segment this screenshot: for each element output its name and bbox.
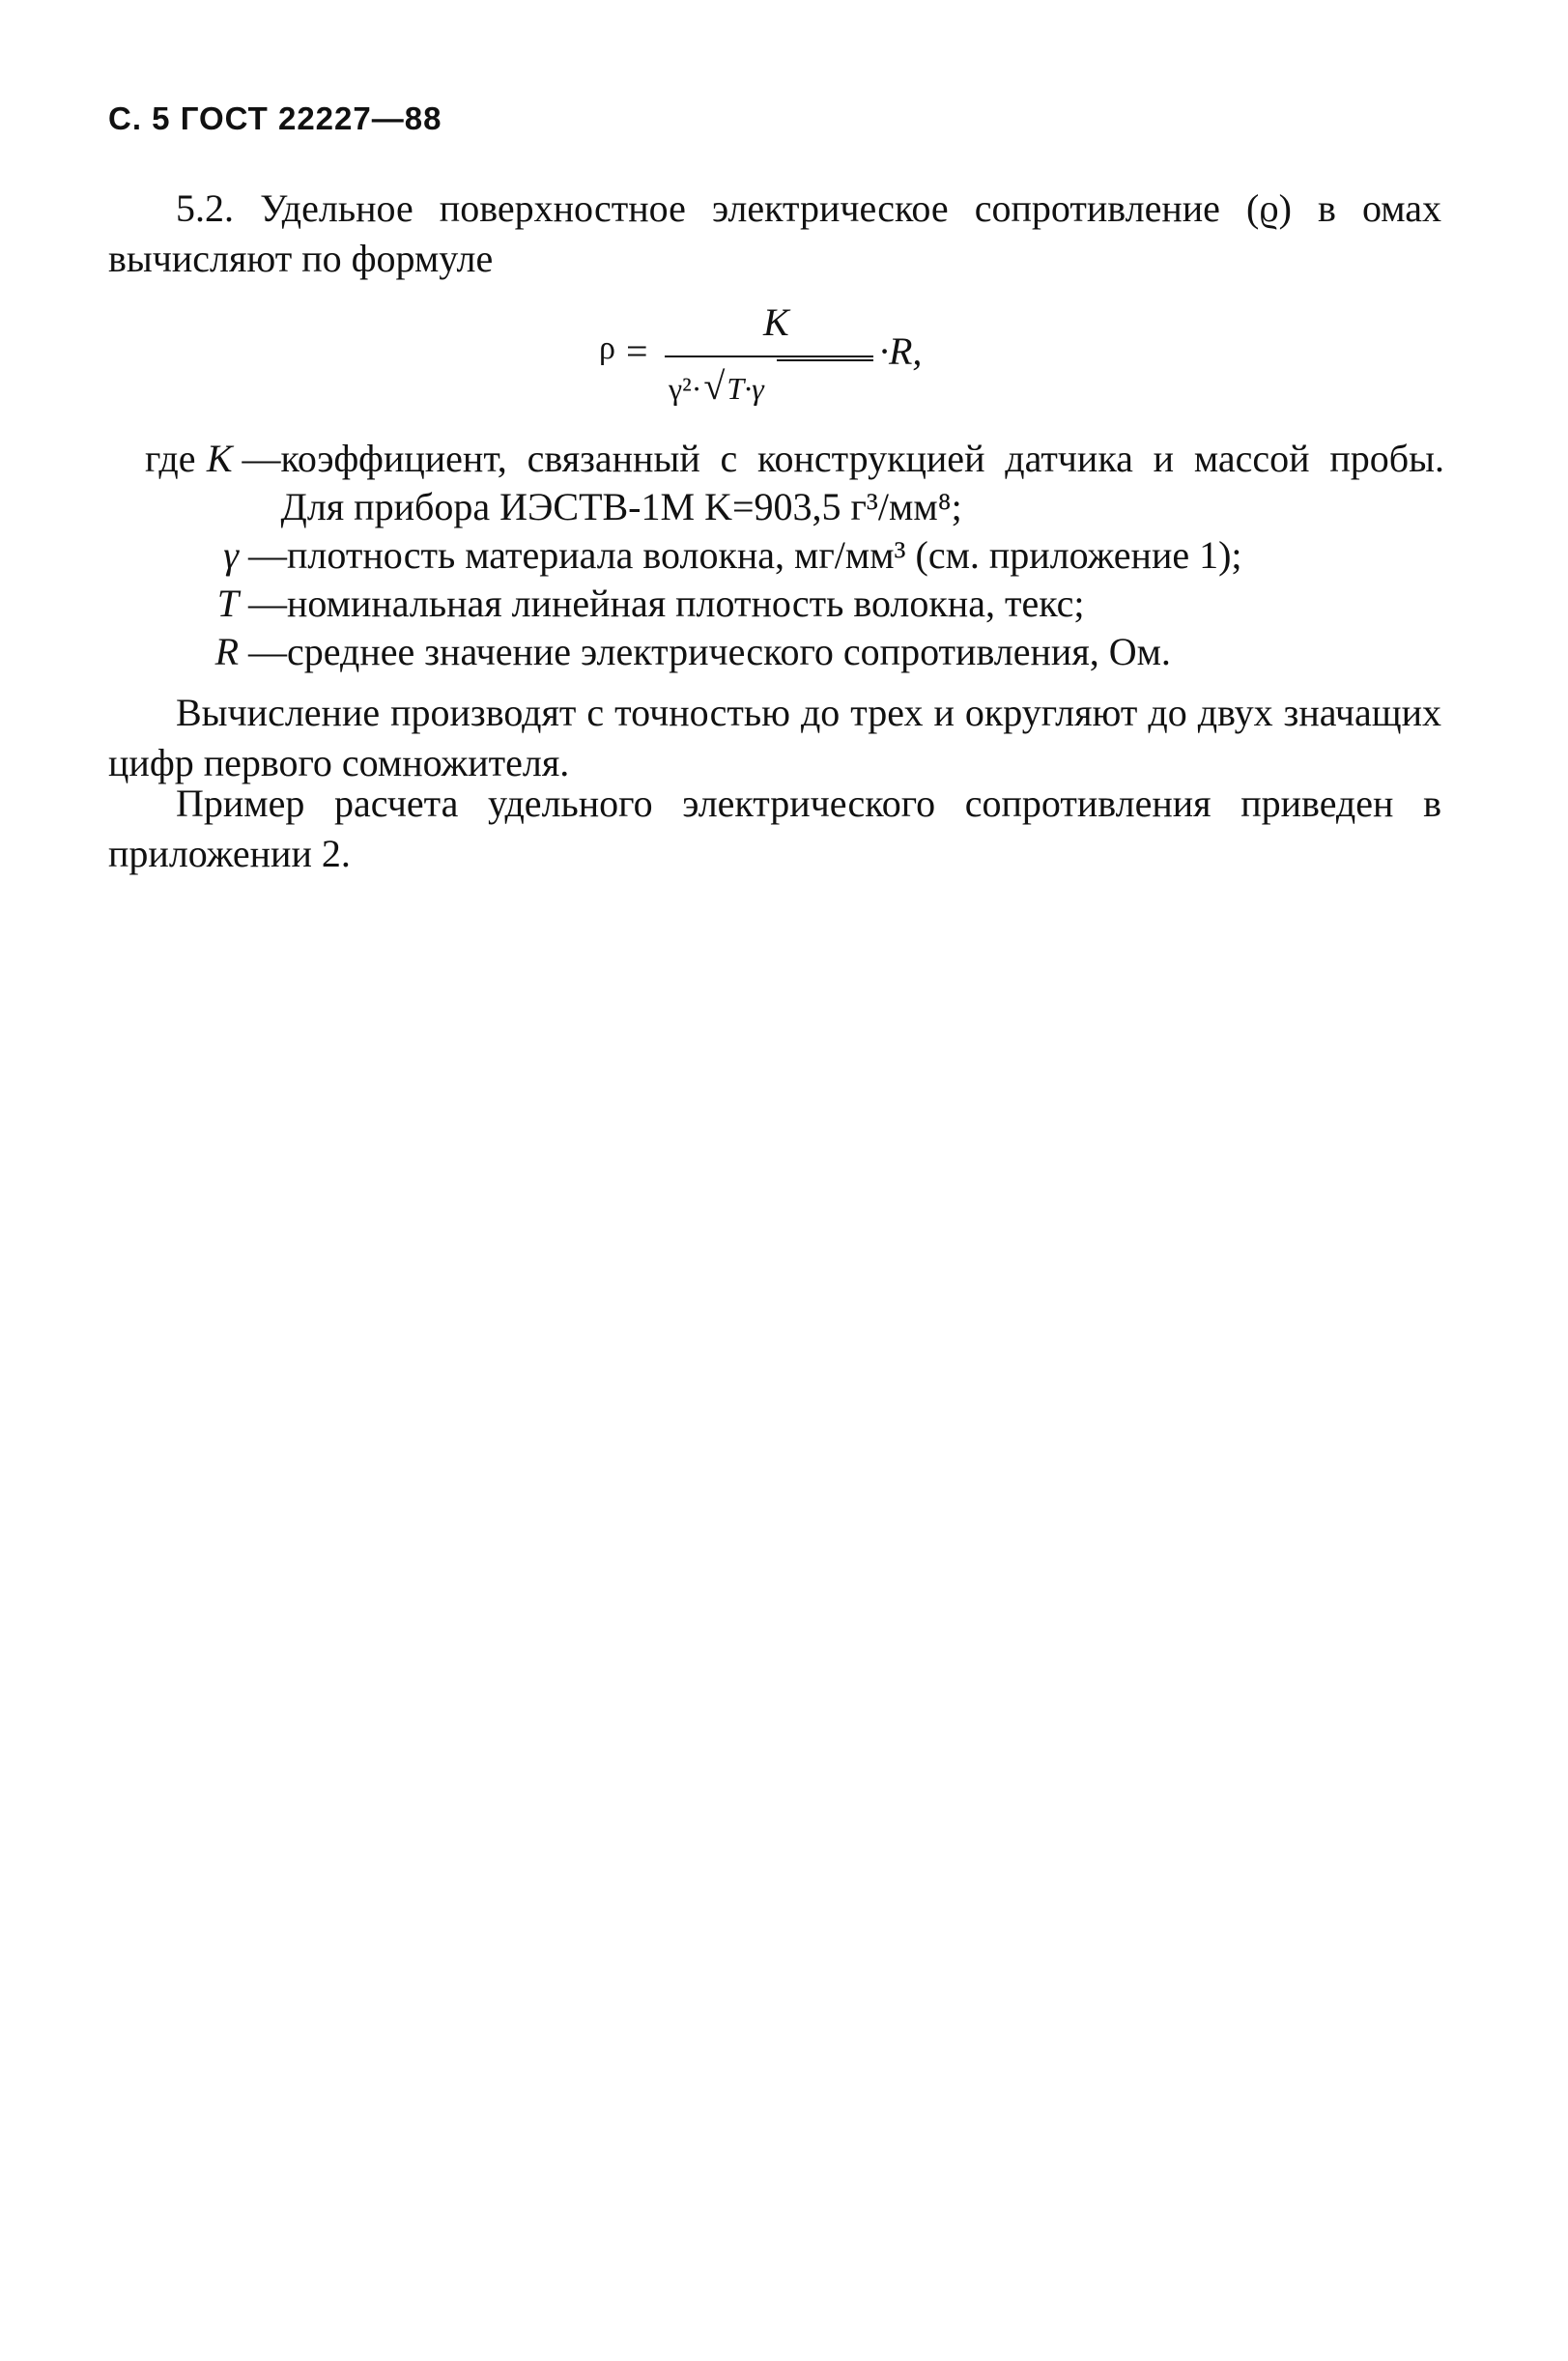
definition-text: коэффициент, связанный с конструкцией датчика и массой пробы. Для прибора ИЭСТВ-1М K=903,5 г³/мм⁸; xyxy=(280,437,1444,528)
definition-item xyxy=(145,580,1444,628)
definition-dash: — xyxy=(239,533,287,577)
definition-lead: где xyxy=(145,437,206,480)
definition-text: плотность материала волокна, мг/мм³ (см. приложение 1); xyxy=(287,533,1242,577)
formula-denominator xyxy=(669,363,764,409)
example-paragraph: Пример расчета удельного электрического сопротивления приведен в приложении 2. xyxy=(108,782,1441,875)
definition-symbol: K xyxy=(206,437,233,480)
definition-text: номинальная линейная плотность волокна, текс; xyxy=(287,582,1085,625)
denominator-inside: T·γ xyxy=(727,371,764,406)
fraction-bar xyxy=(665,356,873,357)
sqrt-icon: √ xyxy=(703,364,726,408)
definition-dash: — xyxy=(239,630,287,673)
formula-numerator: K xyxy=(763,300,789,344)
definition-dash: — xyxy=(239,582,287,625)
definitions-list xyxy=(145,435,1444,676)
page-header: С. 5 ГОСТ 22227—88 xyxy=(108,100,442,136)
definition-item xyxy=(145,435,1444,531)
definition-symbol: γ xyxy=(223,533,239,577)
definition-text: среднее значение электрического сопротивления, Ом. xyxy=(287,630,1171,673)
formula-rhs: ·R, xyxy=(879,329,923,373)
denominator-left: γ²· xyxy=(669,371,702,406)
sqrt-bar xyxy=(777,359,873,361)
definition-item xyxy=(145,628,1444,676)
formula-lhs: ρ xyxy=(599,330,615,366)
formula-equals: = xyxy=(626,329,648,373)
formula xyxy=(599,299,1082,425)
definition-item xyxy=(145,531,1444,580)
definition-symbol: T xyxy=(216,582,239,625)
definition-dash: — xyxy=(232,437,281,480)
definition-symbol: R xyxy=(214,630,239,673)
calculation-paragraph: Вычисление производят с точностью до трех и округляют до двух значащих цифр первого сомножителя. xyxy=(108,691,1441,784)
intro-paragraph: 5.2. Удельное поверхностное электрическое сопротивление (ϱ) в омах вычисляют по формуле xyxy=(108,186,1441,280)
